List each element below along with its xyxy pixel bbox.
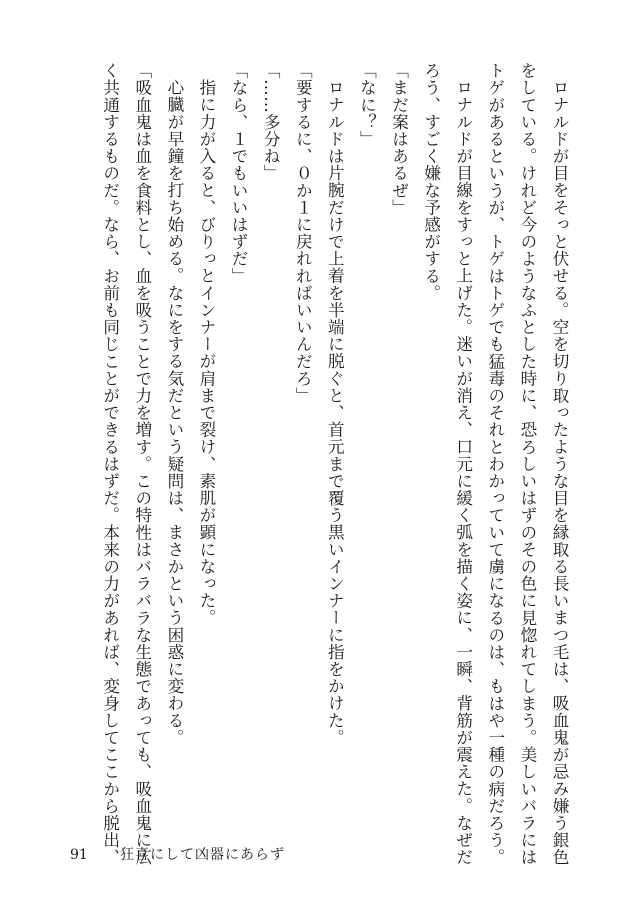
running-title: 狂喜にして凶器にあらず — [120, 847, 285, 863]
text-line: ロナルドが目をそっと伏せる。空を切り取ったような目を縁取る長いまつ毛は、吸血鬼が忌み嫌う銀色 — [550, 78, 569, 866]
text-line: く共通するものだ。なら、お前も同じことができるはずだ。本来の力があれば、変身してここから脱出、 — [100, 62, 120, 866]
text-line: ロナルドが目線をすっと上げた。迷いが消え、口元に緩く弧を描く姿に、一瞬、背筋が震えた。なぜだ — [453, 78, 473, 866]
dialogue-line: 「要するに、０か１に戻れればいいんだろ」 — [293, 62, 313, 404]
dialogue-line: 「まだ案はあるぜ」 — [389, 62, 409, 216]
dialogue-line: 「吸血鬼は血を食料とし、血を吸うことで力を増す。この特性はバラバラな生態であっても、吸血鬼に広 — [132, 62, 152, 866]
page-number: 91 — [70, 847, 88, 863]
text-line: ロナルドは片腕だけで上着を半端に脱ぐと、首元まで覆う黒いインナーに指をかけた。 — [325, 78, 345, 746]
dialogue-line: 「なら、１でもいいはずだ」 — [229, 62, 249, 285]
dialogue-line: 「なに？」 — [357, 62, 377, 148]
text-line: 心臓が早鐘を打ち始める。なにをする気だという疑問は、まさかという困惑に変わる。 — [164, 78, 184, 746]
text-line: 指に力が入ると、びりっとインナーが肩まで裂け、素肌が顕になった。 — [196, 78, 216, 626]
page-footer — [0, 845, 641, 865]
text-line: ろう、すごく嫌な予感がする。 — [421, 62, 441, 302]
text-line: をしている。けれど今のようなふとした時に、恐ろしいはずのその色に見惚れてしまう。美しいバラには — [517, 62, 537, 866]
text-line: トゲがあるというが、トゲはトゲでも猛毒のそれとわかっていて虜になるのは、もはや一種の病だろう。 — [485, 62, 505, 866]
dialogue-line: 「……多分ね」 — [261, 62, 281, 182]
